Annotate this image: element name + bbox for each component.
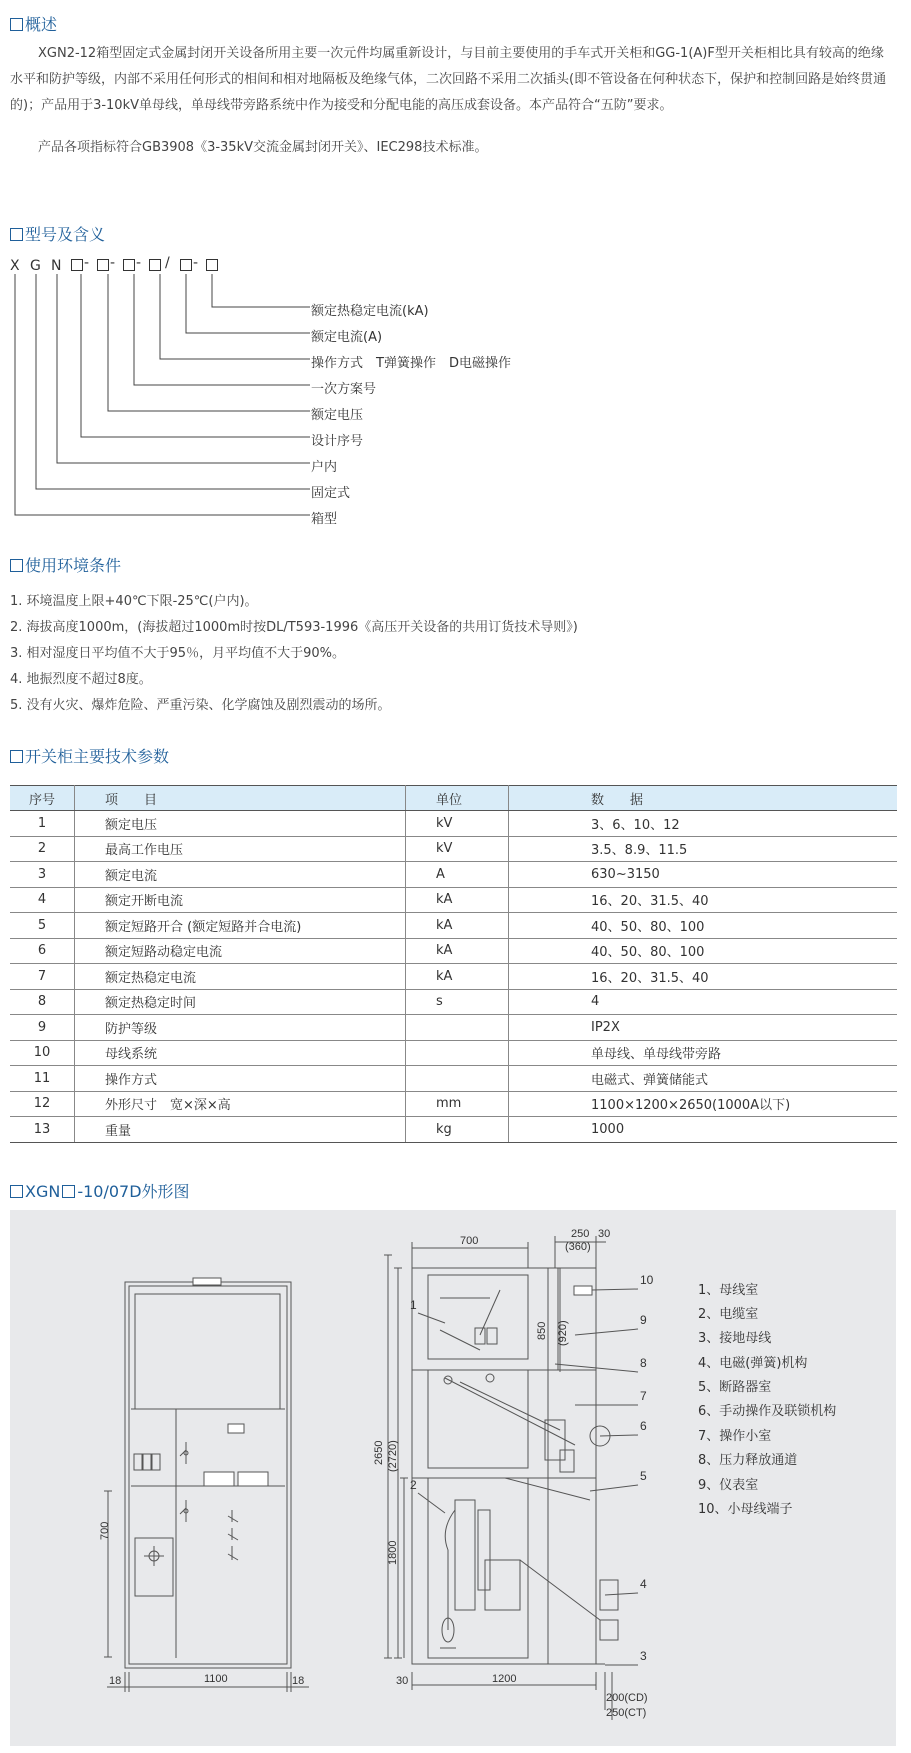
cell-unit: mm [406,1091,509,1117]
cell-item: 操作方式 [75,1066,406,1092]
model-label: 户内 [311,460,338,475]
model-label: 额定电压 [311,408,364,423]
cell-item: 重量 [75,1117,406,1143]
front-top-panel [135,1294,280,1409]
side-h850-dim: 850 [536,1321,548,1340]
cell-unit: kA [406,938,509,964]
environment-item: 3. 相对湿度日平均值不大于95％，月平均值不大于90%。 [10,646,345,661]
table-row [10,938,897,964]
cell-unit: kV [406,811,509,837]
cell-item: 额定开断电流 [75,887,406,913]
side-base-left-dim: 30 [396,1675,409,1687]
cell-unit: A [406,862,509,888]
code-separator: - [136,255,142,271]
table-row [10,913,897,939]
side-d250-dim: 250 [571,1228,590,1240]
cell-item: 最高工作电压 [75,836,406,862]
callout-10: 10 [640,1273,654,1287]
cell-data: 1100×1200×2650(1000A以下) [509,1091,898,1117]
cell-data: 630~3150 [509,862,898,888]
cell-index: 12 [10,1091,75,1117]
callout-6: 6 [640,1419,647,1433]
cell-item: 额定热稳定电流 [75,964,406,990]
cell-data: 3、6、10、12 [509,811,898,837]
cell-item: 额定电压 [75,811,406,837]
cell-index: 10 [10,1040,75,1066]
cell-unit: kA [406,964,509,990]
cell-item: 母线系统 [75,1040,406,1066]
cell-index: 11 [10,1066,75,1092]
side-top-width-dim: 700 [460,1235,479,1247]
legend-item: 10、小母线端子 [698,1502,793,1517]
model-heading: 型号及含义 [10,222,105,245]
model-label: 设计序号 [311,434,364,449]
cell-unit [406,1066,509,1092]
heading-box-icon [62,1185,75,1198]
table-row [10,862,897,888]
table-row [10,1066,897,1092]
table-row [10,1117,897,1143]
heading-box-icon [10,559,23,572]
model-label: 操作方式 T弹簧操作 D电磁操作 [311,356,511,371]
header-data: 数 据 [509,786,898,811]
cell-data: IP2X [509,1015,898,1041]
callout-1: 1 [410,1298,417,1312]
overview-heading: 概述 [10,12,57,35]
front-height-dim: 700 [99,1521,111,1540]
header-index: 序号 [10,786,75,811]
cell-unit: kA [406,887,509,913]
environment-item: 5. 没有火灾、爆炸危险、严重污染、化学腐蚀及剧烈震动的场所。 [10,698,391,713]
drawing-heading: XGN -10/07D外形图 [10,1179,190,1202]
side-d360-dim: (360) [565,1241,591,1253]
cell-data: 16、20、31.5、40 [509,887,898,913]
legend-item: 9、仪表室 [698,1478,759,1493]
cell-data: 电磁式、弹簧储能式 [509,1066,898,1092]
side-base-dim: 1200 [492,1673,517,1685]
table-row [10,1091,897,1117]
cell-unit [406,1015,509,1041]
params-table [10,785,897,1143]
side-h2720-dim: (2720) [387,1440,399,1472]
callout-5: 5 [640,1469,647,1483]
cell-index: 3 [10,862,75,888]
code-separator: - [84,255,90,271]
heading-box-icon [10,750,23,763]
model-label: 额定热稳定电流(kA) [311,304,429,319]
side-h1800-dim: 1800 [387,1540,399,1565]
table-row [10,887,897,913]
cell-item: 额定热稳定时间 [75,989,406,1015]
front-width-dim: 1100 [204,1673,228,1685]
cell-index: 4 [10,887,75,913]
cell-data: 16、20、31.5、40 [509,964,898,990]
callout-7: 7 [640,1389,647,1403]
callout-2: 2 [410,1478,417,1492]
cell-index: 13 [10,1117,75,1143]
heading-box-icon [10,1185,23,1198]
legend-item: 8、压力释放通道 [698,1453,798,1468]
model-label: 额定电流(A) [311,330,383,345]
table-row [10,1015,897,1041]
callout-8: 8 [640,1356,647,1370]
legend-item: 2、电缆室 [698,1307,759,1322]
cell-index: 7 [10,964,75,990]
callout-3: 3 [640,1649,647,1663]
legend-item: 5、断路器室 [698,1380,772,1395]
overview-paragraph: XGN2-12箱型固定式金属封闭开关设备所用主要一次元件均属重新设计，与目前主要使用的手车式开关柜和GG-1(A)F型开关柜相比具有较高的绝缘水平和防护等级，内部不采用任何形式的相间和相对地隔板及绝缘气体，二次回路不采用二次插头(即不管设备在何种状态下，保护和控制回路是始终贯通的)；产品用于3-10kV单母线，单母线带旁路系统中作为接受和分配电能的高压成套设备。本产品符合“五防”要求。 [10,46,887,113]
cell-index: 2 [10,836,75,862]
environment-heading: 使用环境条件 [10,553,121,576]
callout-4: 4 [640,1577,647,1591]
legend-item: 6、手动操作及联锁机构 [698,1404,837,1419]
front-right-dim: 18 [292,1675,305,1687]
code-separator: - [110,255,116,271]
cell-index: 6 [10,938,75,964]
cell-item: 额定短路开合 (额定短路并合电流) [75,913,406,939]
table-row [10,836,897,862]
environment-item: 1. 环境温度上限+40℃下限-25℃(户内)。 [10,594,258,609]
cell-unit: kg [406,1117,509,1143]
cell-index: 9 [10,1015,75,1041]
cell-item: 防护等级 [75,1015,406,1041]
cell-index: 5 [10,913,75,939]
table-header-row [10,786,897,811]
cell-unit [406,1040,509,1066]
callout-9: 9 [640,1313,647,1327]
table-row [10,989,897,1015]
side-cd-dim: 200(CD) [606,1692,648,1704]
cell-item: 外形尺寸 宽×深×高 [75,1091,406,1117]
legend-item: 7、操作小室 [698,1429,772,1444]
model-label: 箱型 [311,512,338,527]
cell-data: 4 [509,989,898,1015]
model-label: 固定式 [311,486,351,501]
environment-item: 2. 海拔高度1000m，(海拔超过1000m时按DL/T593-1996《高压开关设备的共用订货技术导则》) [10,620,578,635]
cell-data: 1000 [509,1117,898,1143]
cell-unit: kA [406,913,509,939]
legend-item: 4、电磁(弹簧)机构 [698,1356,808,1371]
front-left-dim: 18 [109,1675,122,1687]
header-item: 项 目 [75,786,406,811]
code-letter-x: X [10,258,20,274]
cabinet-drawing [0,1210,911,1746]
code-separator: / [165,255,170,271]
cell-data: 40、50、80、100 [509,913,898,939]
header-unit: 单位 [406,786,509,811]
side-ct-dim: 250(CT) [606,1707,647,1719]
model-tree-lines [0,0,911,540]
code-separator: - [193,255,199,271]
cell-item: 额定短路动稳定电流 [75,938,406,964]
side-h920-dim: (920) [557,1320,569,1346]
table-row [10,1040,897,1066]
cell-index: 8 [10,989,75,1015]
params-heading: 开关柜主要技术参数 [10,744,169,767]
side-h2650-dim: 2650 [373,1440,385,1465]
cell-data: 单母线、单母线带旁路 [509,1040,898,1066]
side-d30-dim: 30 [598,1228,611,1240]
code-letter-n: N [51,258,62,274]
table-row [10,964,897,990]
code-letter-g: G [30,258,41,274]
cell-unit: s [406,989,509,1015]
environment-item: 4. 地振烈度不超过8度。 [10,672,152,687]
table-row [10,811,897,837]
cell-data: 3.5、8.9、11.5 [509,836,898,862]
model-label: 一次方案号 [311,382,377,397]
legend-item: 3、接地母线 [698,1331,772,1346]
cell-item: 额定电流 [75,862,406,888]
legend-item: 1、母线室 [698,1283,759,1298]
cell-index: 1 [10,811,75,837]
standards-paragraph: 产品各项指标符合GB3908《3-35kV交流金属封闭开关》、IEC298技术标准。 [38,140,488,155]
cell-data: 40、50、80、100 [509,938,898,964]
cell-unit: kV [406,836,509,862]
